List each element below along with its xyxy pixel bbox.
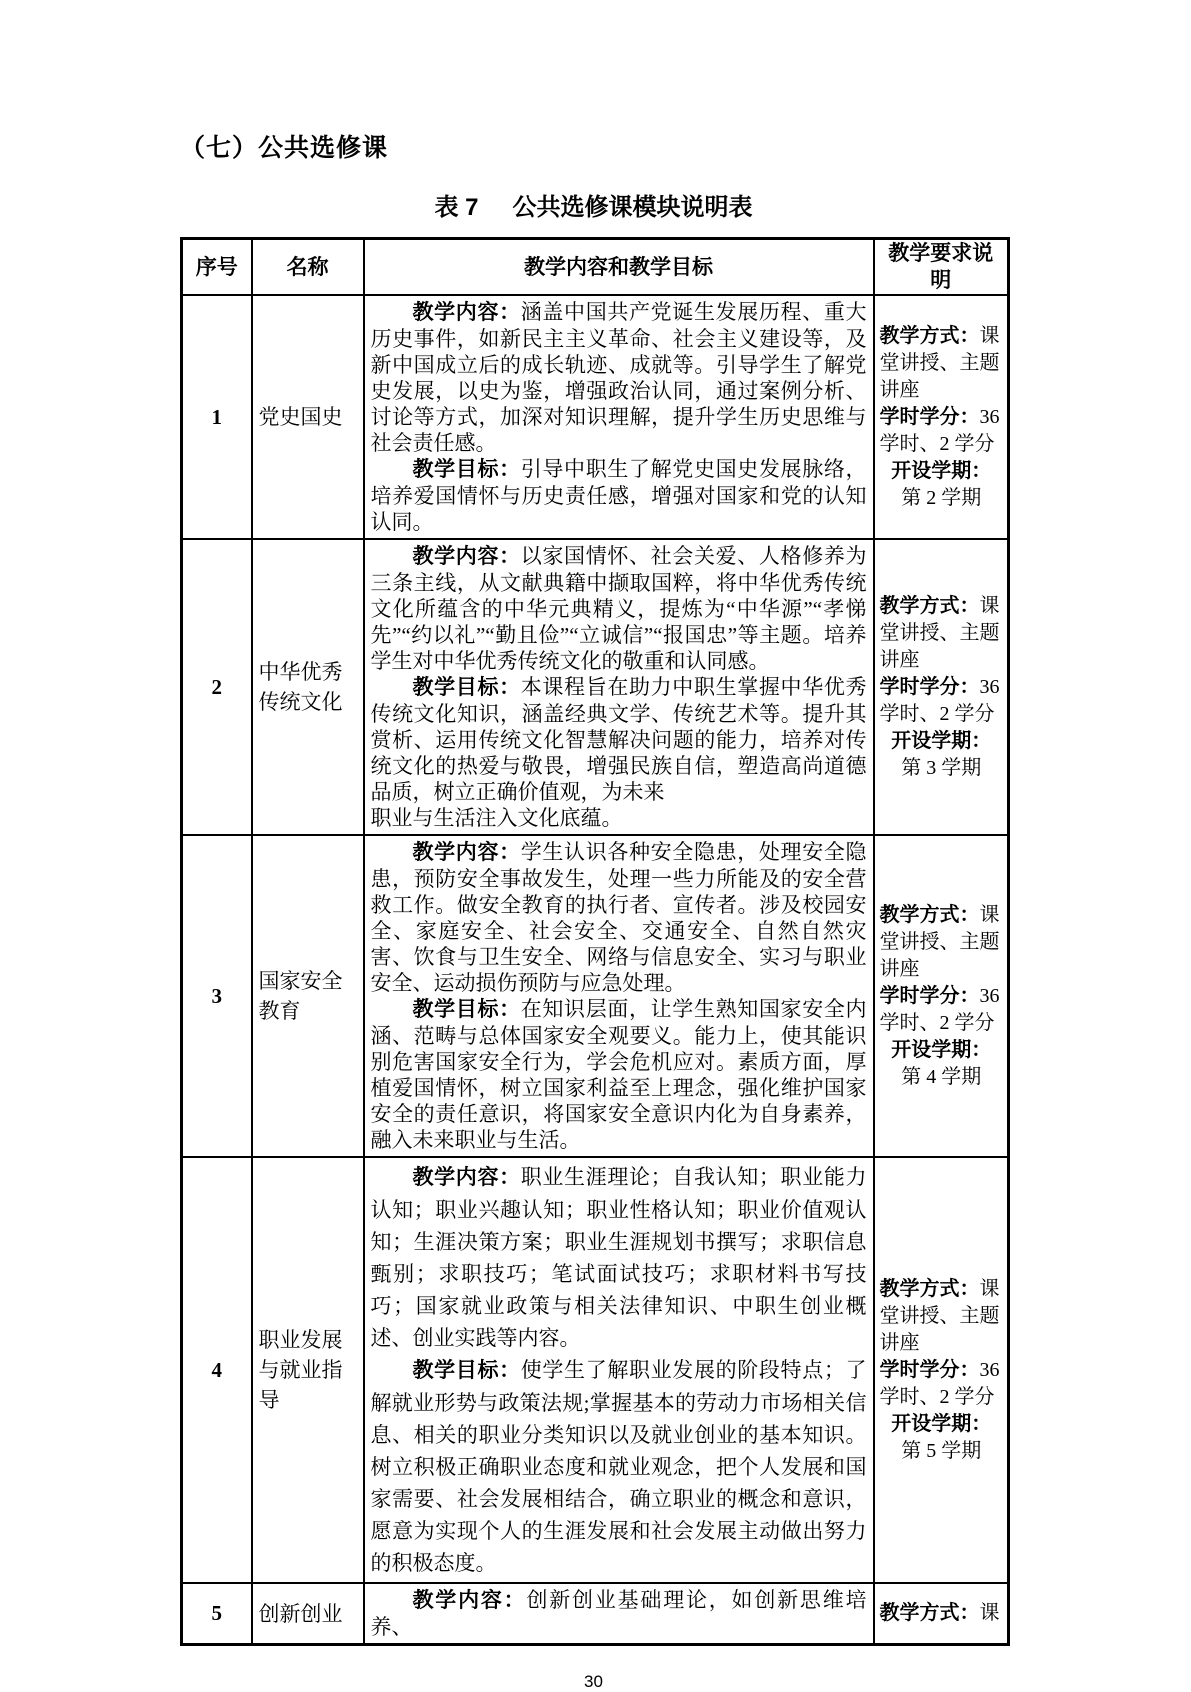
content-paragraph: 教学内容：职业生涯理论；自我认知；职业能力认知；职业兴趣认知；职业性格认知；职业价值观认知；生涯决策方案；职业生涯规划书撰写；求职信息甄别；求职技巧；笔试面试技巧；求职材料书写技巧；国家就业政策与相关法律知识、中职生创业概述、创业实践等内容。 <box>370 1165 867 1350</box>
requirement-label: 教学方式： <box>879 903 980 926</box>
requirement-label: 开设学期： <box>891 729 992 752</box>
course-table-body <box>182 295 1009 1645</box>
requirement-segment: 开设学期： 第 4 学期 <box>891 1038 992 1088</box>
table-row <box>182 835 1009 1157</box>
course-requirements <box>874 1157 1009 1583</box>
paragraph-label: 教学内容： <box>412 545 521 568</box>
requirement-segment: 教学方式：课堂讲授、主题讲座 <box>879 1277 1000 1354</box>
requirement-segment: 学时学分：36 学时、2 学分 <box>879 984 1000 1034</box>
course-content <box>364 1157 874 1583</box>
content-paragraph: 教学目标：使学生了解职业发展的阶段特点；了解就业形势与政策法规;掌握基本的劳动力市场相关信息、相关的职业分类知识以及就业创业的基本知识。树立积极正确职业态度和就业观念，把个人发展和国家需要、社会发展相结合，确立职业的概念和意识，愿意为实现个人的生涯发展和社会发展主动做出努力的积极态度。 <box>370 1358 867 1575</box>
content-paragraph: 教学内容：以家国情怀、社会关爱、人格修养为三条主线，从文献典籍中撷取国粹，将中华优秀传统文化所蕴含的中华元典精义，提炼为“中华源”“孝悌先”“约以礼”“勤且俭”“立诚信”“报国忠”等主题。培养学生对中华优秀传统文化的敬重和认同感。 <box>370 544 867 673</box>
content-paragraph: 教学目标：引导中职生了解党史国史发展脉络，培养爱国情怀与历史责任感，增强对国家和党的认知认同。 <box>370 457 867 534</box>
course-seq: 4 <box>182 1157 252 1583</box>
col-header-name: 名称 <box>252 239 364 296</box>
table-caption-number: 表 7 <box>434 194 479 221</box>
course-requirements <box>874 835 1009 1157</box>
content-paragraph: 教学内容：涵盖中国共产党诞生发展历程、重大历史事件，如新民主主义革命、社会主义建设等，及新中国成立后的成长轨迹、成就等。引导学生了解党史发展，以史为鉴，增强政治认同，通过案例分析、讨论等方式，加深对知识理解，提升学生历史思维与社会责任感。 <box>370 300 867 455</box>
requirement-label: 教学方式： <box>879 324 980 347</box>
course-content <box>364 1583 874 1645</box>
course-seq: 5 <box>182 1583 252 1645</box>
table-caption <box>180 192 1007 224</box>
content-paragraph: 职业与生活注入文化底蕴。 <box>370 806 623 830</box>
paragraph-label: 教学目标： <box>412 676 521 699</box>
requirement-label: 学时学分： <box>879 984 980 1007</box>
course-requirements <box>874 539 1009 835</box>
course-name: 国家安全教育 <box>252 835 364 1157</box>
requirement-segment: 开设学期： 第 2 学期 <box>891 459 992 509</box>
course-seq: 1 <box>182 295 252 539</box>
course-content <box>364 295 874 539</box>
requirement-label: 教学方式： <box>879 1602 980 1624</box>
col-header-content: 教学内容和教学目标 <box>364 239 874 296</box>
requirement-segment: 学时学分：36 学时、2 学分 <box>879 405 1000 455</box>
requirement-segment: 开设学期： 第 3 学期 <box>891 729 992 779</box>
requirement-segment: 学时学分：36 学时、2 学分 <box>879 1358 1000 1408</box>
requirement-segment: 教学方式：课 <box>879 1602 1000 1624</box>
requirement-segment: 开设学期： 第 5 学期 <box>891 1412 992 1462</box>
course-table-header <box>182 239 1009 296</box>
content-paragraph: 教学内容：学生认识各种安全隐患，处理安全隐患，预防安全事故发生，处理一些力所能及的安全营救工作。做安全教育的执行者、宣传者。涉及校园安全、家庭安全、社会安全、交通安全、自然自然灾害、饮食与卫生安全、网络与信息安全、实习与职业安全、运动损伤预防与应急处理。 <box>370 840 867 995</box>
course-seq: 3 <box>182 835 252 1157</box>
requirement-label: 开设学期： <box>891 1412 992 1435</box>
paragraph-label: 教学目标： <box>412 458 521 481</box>
requirement-label: 教学方式： <box>879 1277 980 1300</box>
paragraph-label: 教学内容： <box>412 1589 527 1612</box>
course-requirements <box>874 1583 1009 1645</box>
col-header-seq: 序号 <box>182 239 252 296</box>
requirement-label: 教学方式： <box>879 594 980 617</box>
requirement-label: 学时学分： <box>879 1358 980 1381</box>
paragraph-label: 教学内容： <box>412 301 521 324</box>
header-row <box>182 239 1009 296</box>
paragraph-label: 教学目标： <box>412 998 521 1021</box>
requirement-label: 学时学分： <box>879 405 980 428</box>
course-content <box>364 539 874 835</box>
course-name: 党史国史 <box>252 295 364 539</box>
content-paragraph: 教学目标：在知识层面，让学生熟知国家安全内涵、范畴与总体国家安全观要义。能力上，使其能识别危害国家安全行为，学会危机应对。素质方面，厚植爱国情怀，树立国家利益至上理念，强化维护国家安全的责任意识，将国家安全意识内化为自身素养，融入未来职业与生活。 <box>370 997 867 1152</box>
paragraph-label: 教学内容： <box>412 841 521 864</box>
col-header-requirements: 教学要求说明 <box>874 239 1009 296</box>
course-name: 中华优秀传统文化 <box>252 539 364 835</box>
paragraph-label: 教学内容： <box>412 1166 521 1189</box>
requirement-label: 开设学期： <box>891 1038 992 1061</box>
content-paragraph: 教学目标：本课程旨在助力中职生掌握中华优秀传统文化知识，涵盖经典文学、传统艺术等。提升其赏析、运用传统文化智慧解决问题的能力，培养对传统文化的热爱与敬畏，增强民族自信，塑造高尚道德品质，树立正确价值观，为未来 <box>370 675 867 804</box>
requirement-segment: 教学方式：课堂讲授、主题讲座 <box>879 903 1000 980</box>
table-row <box>182 539 1009 835</box>
requirement-label: 开设学期： <box>891 459 992 482</box>
course-name: 创新创业 <box>252 1583 364 1645</box>
content-paragraph: 教学内容：创新创业基础理论，如创新思维培养、 <box>370 1588 867 1639</box>
requirement-segment: 教学方式：课堂讲授、主题讲座 <box>879 594 1000 671</box>
table-row <box>182 1583 1009 1645</box>
requirement-segment: 教学方式：课堂讲授、主题讲座 <box>879 324 1000 401</box>
course-requirements <box>874 295 1009 539</box>
course-name: 职业发展与就业指导 <box>252 1157 364 1583</box>
requirement-segment: 学时学分：36 学时、2 学分 <box>879 675 1000 725</box>
course-table <box>180 237 1010 1646</box>
course-seq: 2 <box>182 539 252 835</box>
course-content <box>364 835 874 1157</box>
page-number: 30 <box>584 1672 603 1691</box>
section-heading: （七）公共选修课 <box>180 134 389 162</box>
table-row <box>182 1157 1009 1583</box>
table-row <box>182 295 1009 539</box>
table-caption-title: 公共选修课模块说明表 <box>512 194 753 221</box>
requirement-label: 学时学分： <box>879 675 980 698</box>
paragraph-label: 教学目标： <box>412 1359 521 1382</box>
